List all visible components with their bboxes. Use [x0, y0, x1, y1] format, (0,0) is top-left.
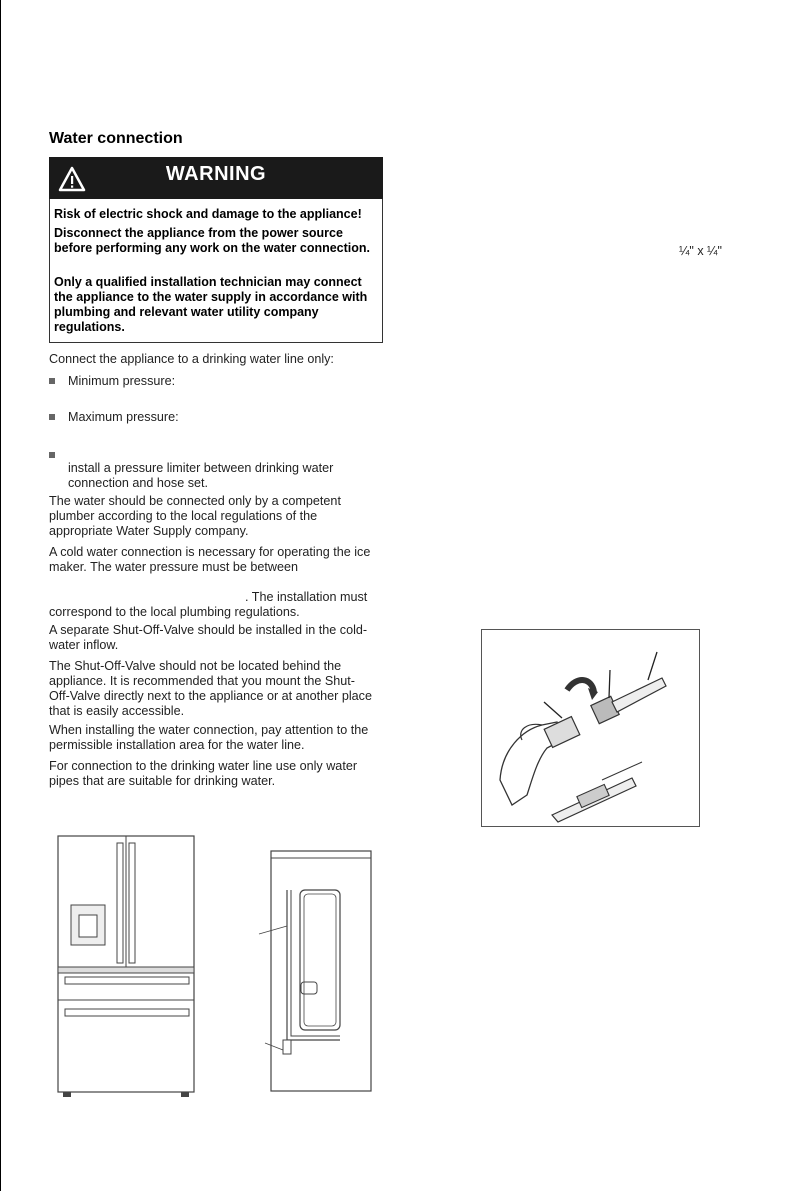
paragraph-pipes: For connection to the drinking water line use only water pipes that are suitable for drinking water. [49, 759, 358, 788]
bullet-marker [49, 378, 55, 384]
warning-line-2: Disconnect the appliance from the power source before performing any work on the water connection. [54, 226, 371, 255]
fitting-illustration [481, 629, 700, 827]
bullet-marker [49, 414, 55, 420]
warning-line-3: Only a qualified installation technician may connect the appliance to the water supply in accordance with plumbing and relevant water utility company regulations. [54, 275, 368, 334]
bullet-max-pressure: Maximum pressure: [68, 410, 179, 424]
water-line-schematic [255, 850, 375, 1095]
warning-line-1: Risk of electric shock and damage to the appliance! [54, 207, 362, 221]
bullet-pressure-limiter: install a pressure limiter between drinking water connection and hose set. [68, 461, 334, 490]
page-edge [0, 0, 1, 1191]
paragraph-cold-water: A cold water connection is necessary for operating the ice maker. The water pressure must be between [49, 545, 371, 574]
warning-header [49, 157, 383, 199]
intro-text: Connect the appliance to a drinking water line only: [49, 352, 334, 366]
paragraph-installation-area: When installing the water connection, pay attention to the permissible installation area for the water line. [49, 723, 369, 752]
bullet-min-pressure: Minimum pressure: [68, 374, 176, 388]
paragraph-plumber: The water should be connected only by a competent plumber according to the local regulations of the appropriate Water Supply company. [49, 494, 341, 538]
paragraph-shutoff: A separate Shut-Off-Valve should be installed in the cold-water inflow. [49, 623, 368, 652]
paragraph-installation: . The installation must correspond to the local plumbing regulations. [49, 590, 368, 619]
warning-heading: WARNING [165, 163, 267, 185]
bullet-marker [49, 452, 55, 458]
fitting-size: ¼" x ¼" [679, 244, 722, 258]
paragraph-shutoff-location: The Shut-Off-Valve should not be located behind the appliance. It is recommended that you mount the Shut-Off-Valve directly next to the appliance or at another place that is easily accessible. [49, 659, 372, 718]
refrigerator-illustration [57, 835, 197, 1100]
section-title: Water connection [49, 130, 183, 147]
